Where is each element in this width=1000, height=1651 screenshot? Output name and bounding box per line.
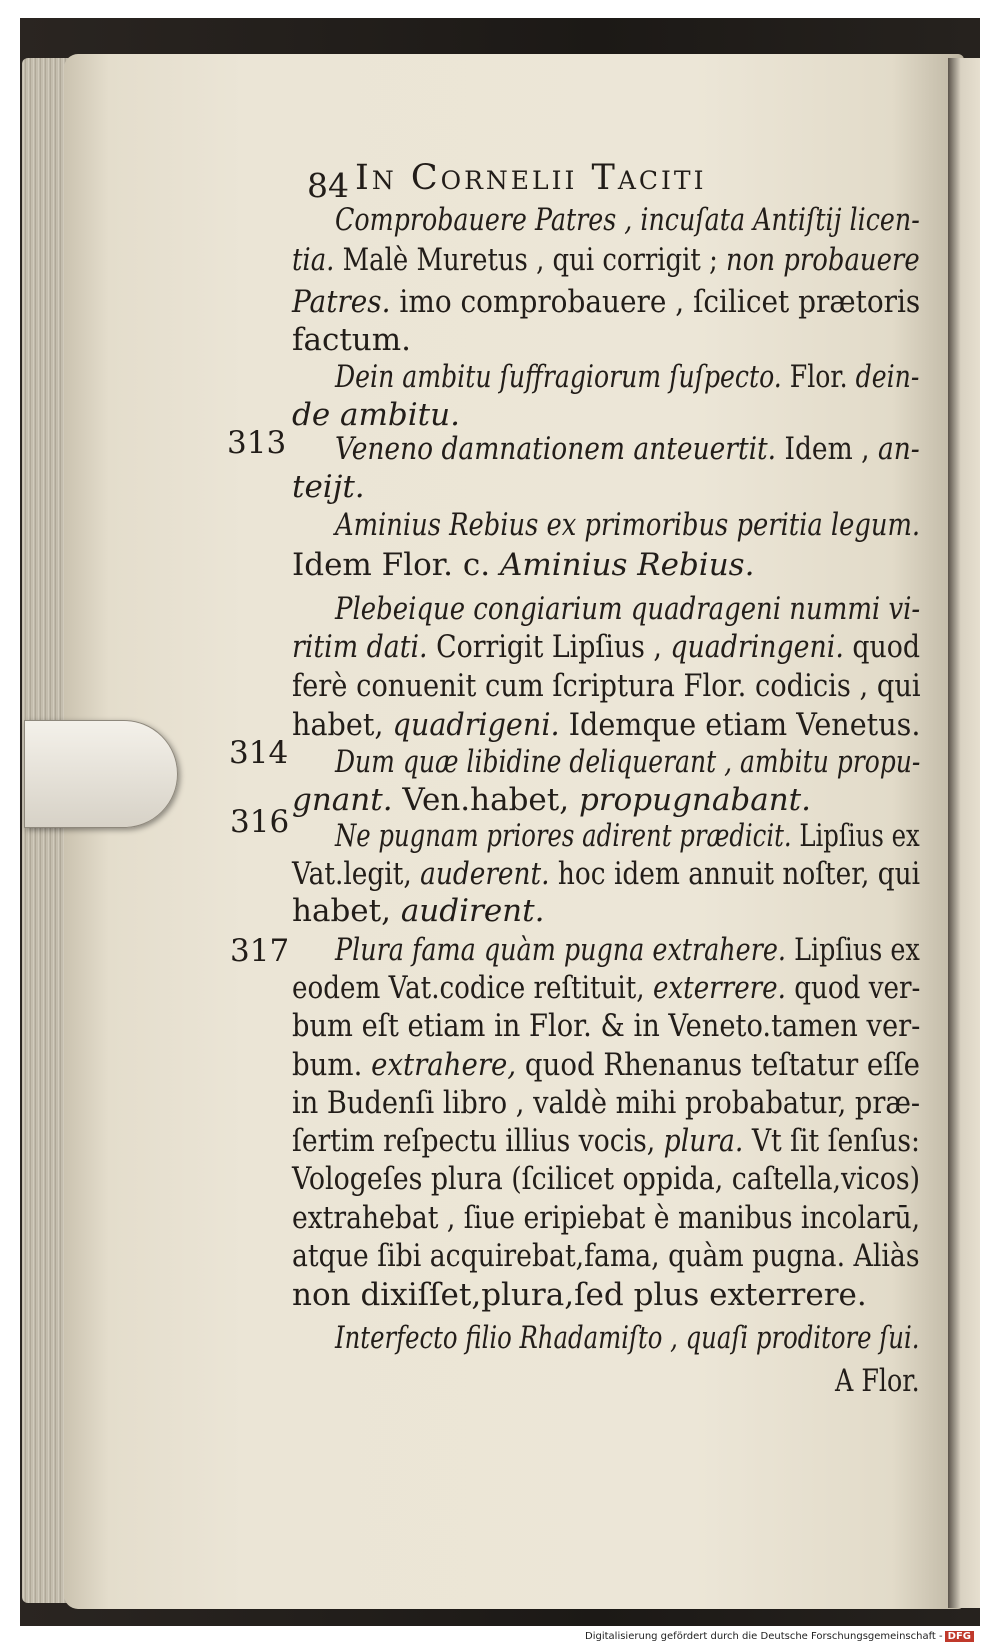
roman-text-segment: hoc idem annuit noſter, qui [549,856,921,892]
italic-text-segment: ritim dati. [292,629,428,665]
roman-text-segment: habet, [292,893,401,929]
italic-text-segment: Plebeique congiarium quadrageni nummi vi- [335,591,921,627]
text-line [292,1159,920,1199]
roman-text-segment: habet, [292,707,393,743]
italic-text-segment: quadringeni. [670,629,844,665]
roman-text-segment: bum eſt etiam in Flor. & in Veneto.tamen ver- [292,1008,921,1044]
margin-number-314: 314 [229,735,289,771]
roman-text-segment: factum. [292,322,411,358]
italic-text-segment: Veneno damnationem anteuertit. [335,431,777,467]
text-line [292,320,411,360]
text-line [292,1083,920,1123]
italic-text-segment: auderent. [420,856,550,892]
roman-text-segment: quod Rhenanus teſtatur eſſe [516,1047,921,1083]
text-line [292,1045,920,1085]
roman-text-segment: ſertim reſpectu illius vocis, [292,1123,664,1159]
roman-text-segment: Idem Flor. c. [292,547,500,583]
roman-text-segment: Flor. [781,359,856,395]
italic-text-segment: tia. [292,242,335,278]
italic-text-segment: teijt. [292,469,365,505]
italic-text-segment: non probauere [726,242,920,278]
margin-number-316: 316 [230,804,290,840]
italic-text-segment: Dum quæ libidine deliquerant , ambitu propu- [335,744,921,780]
text-line [292,627,920,667]
italic-text-segment: Ne pugnam priores adirent prædicit. [335,818,792,854]
text-line [335,816,920,856]
margin-number-313: 313 [227,425,287,461]
italic-text-segment: Patres. [292,284,391,320]
italic-text-segment: plura. [663,1123,744,1159]
roman-text-segment: bum. [292,1047,372,1083]
dfg-logo: DFG [945,1631,974,1642]
text-line [292,854,920,894]
text-line [292,545,754,585]
roman-text-segment: imo comprobauere , ſcilicet prætoris [390,284,921,320]
italic-text-segment: gnant. [292,782,393,818]
italic-text-segment: Plura fama quàm pugna extrahere. [335,932,786,968]
roman-text-segment: A Flor. [835,1363,920,1399]
text-line [292,1236,920,1276]
roman-text-segment: Vologeſes plura (ſcilicet oppida, caſtella,vicos) [292,1161,921,1197]
text-line [335,357,919,397]
roman-text-segment: Idemque etiam Venetus. [559,707,921,743]
italic-text-segment: audirent. [400,893,545,929]
italic-text-segment: Aminius Rebius. [499,547,755,583]
text-line [292,666,921,706]
roman-text-segment: Corrigit Lipſius , [427,629,671,665]
text-line [292,240,920,280]
roman-text-segment: Lipſius ex [791,818,920,854]
roman-text-segment: Vat.legit, [292,856,421,892]
text-line [335,589,920,629]
roman-text-segment: Ven.habet, [392,782,579,818]
italic-text-segment: extrahere, [371,1047,517,1083]
text-line [292,1198,920,1238]
roman-text-segment: Lipſius ex [786,932,920,968]
roman-text-segment: Malè Muretus , qui corrigit ; [334,242,727,278]
italic-text-segment: de ambitu. [292,397,460,433]
text-line [292,891,544,931]
text-line [335,200,920,240]
text-line [292,1006,920,1046]
roman-text-segment: in Budenſi libro , valdè mihi probabatur, præ- [292,1085,921,1121]
text-line [292,1121,920,1161]
italic-text-segment: Dein ambitu ſuffragiorum ſuſpecto. [335,359,782,395]
facing-page-edge [948,58,980,1608]
digitization-credit [585,1631,974,1642]
roman-text-segment: ferè conuenit cum ſcriptura Flor. codicis , qui [292,668,921,704]
roman-text-segment: Idem , [776,431,878,467]
credit-text: Digitalisierung gefördert durch die Deutsche Forschungsgemeinschaft - [585,1631,943,1642]
book-scan [20,18,980,1626]
text-line [292,1275,867,1315]
roman-text-segment: non dixiſſet,plura,ſed plus exterrere. [292,1277,867,1313]
text-line [292,705,920,745]
text-line [292,467,365,507]
running-head: In Cornelii Taciti [355,158,707,198]
text-line [335,742,920,782]
text-line [335,930,920,970]
text-line [835,1361,920,1401]
text-line [335,505,920,545]
text-line [292,282,920,322]
italic-text-segment: an- [877,431,920,467]
italic-text-segment: quadrigeni. [392,707,560,743]
italic-text-segment: Interfecto filio Rhadamiſto , quaſi proditore ſui. [335,1320,920,1356]
roman-text-segment: eodem Vat.codice reſtituit, [292,970,653,1006]
italic-text-segment: Aminius Rebius ex primoribus peritia legum. [335,507,921,543]
italic-text-segment: propugnabant. [578,782,811,818]
roman-text-segment: quod [843,629,921,665]
text-line [335,429,920,469]
italic-text-segment: Comprobauere Patres , incuſata Antiſtij licen- [335,202,920,238]
italic-text-segment: dein- [855,359,920,395]
page-number: 84 [307,166,349,205]
roman-text-segment: quod ver- [785,970,921,1006]
bookmark-tab [24,720,178,828]
roman-text-segment: extrahebat , ſiue eripiebat è manibus incolarū, [292,1200,921,1236]
text-line [292,780,811,820]
text-line [292,968,920,1008]
text-line [335,1318,919,1358]
roman-text-segment: Vt ſit ſenſus: [743,1123,920,1159]
margin-number-317: 317 [230,933,290,969]
italic-text-segment: exterrere. [652,970,786,1006]
roman-text-segment: atque ſibi acquirebat,fama, quàm pugna. Aliàs [292,1238,920,1274]
